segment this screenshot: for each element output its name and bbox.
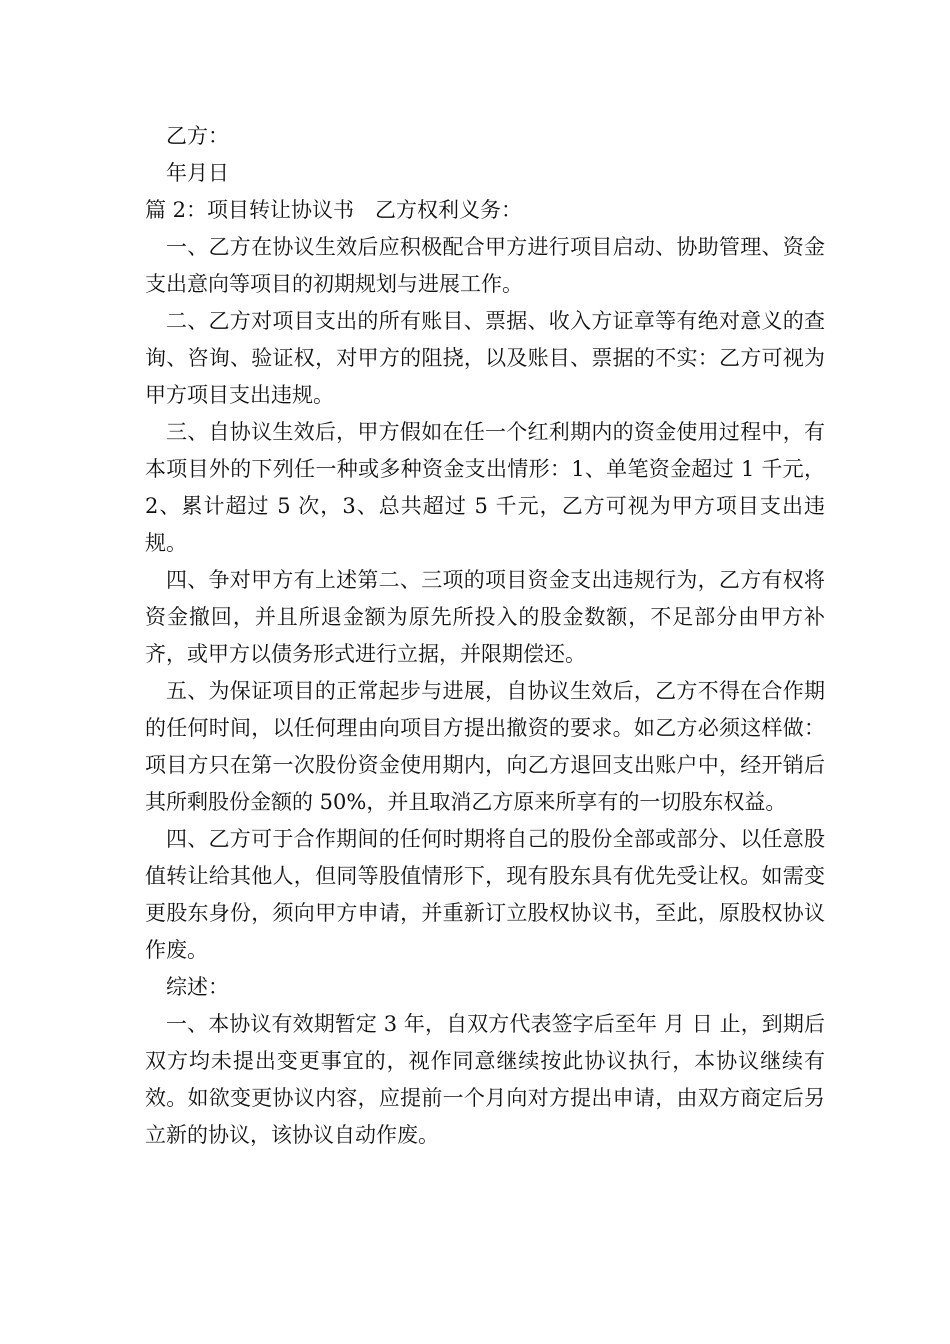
clause-paragraph: 四、乙方可于合作期间的任何时期将自己的股份全部或部分、以任意股值转让给其他人，但同等股值情形下，现有股东具有优先受让权。如需变更股东身份，须向甲方申请，并重新订立股权协议书，至此，原股权协议作废。 [145,827,825,962]
clause-paragraph: 五、为保证项目的正常起步与进展，自协议生效后，乙方不得在合作期的任何时间，以任何理由向项目方提出撤资的要求。如乙方必须这样做：项目方只在第一次股份资金使用期内，向乙方退回支出账户中，经开销后其所剩股份金额的 50%，并且取消乙方原来所享有的一切股东权益。 [145,679,825,814]
clause-paragraph: 四、争对甲方有上述第二、三项的项目资金支出违规行为，乙方有权将资金撤回，并且所退金额为原先所投入的股金数额，不足部分由甲方补齐，或甲方以债务形式进行立据，并限期偿还。 [145,568,825,666]
section-heading: 篇 2：项目转让协议书 乙方权利义务： [145,198,523,222]
summary-heading: 综述： [166,975,229,999]
party-b-signature-line: 乙方： [166,124,229,148]
document-body [145,118,825,1154]
clause-paragraph: 二、乙方对项目支出的所有账目、票据、收入方证章等有绝对意义的查询、咨询、验证权，对甲方的阻挠，以及账目、票据的不实：乙方可视为甲方项目支出违规。 [145,309,825,407]
clause-paragraph: 一、本协议有效期暂定 3 年，自双方代表签字后至年 月 日 止，到期后双方均未提出变更事宜的，视作同意继续按此协议执行，本协议继续有效。如欲变更协议内容，应提前一个月向对方提出申请，由双方商定后另立新的协议，该协议自动作废。 [145,1012,825,1147]
clause-paragraph: 三、自协议生效后，甲方假如在任一个红利期内的资金使用过程中，有本项目外的下列任一种或多种资金支出情形：1、单笔资金超过 1 千元，2、累计超过 5 次，3、总共超过 5 千元，乙方可视为甲方项目支出违规。 [145,420,825,555]
date-line: 年月日 [166,161,229,185]
clause-paragraph: 一、乙方在协议生效后应积极配合甲方进行项目启动、协助管理、资金支出意向等项目的初期规划与进展工作。 [145,235,825,296]
